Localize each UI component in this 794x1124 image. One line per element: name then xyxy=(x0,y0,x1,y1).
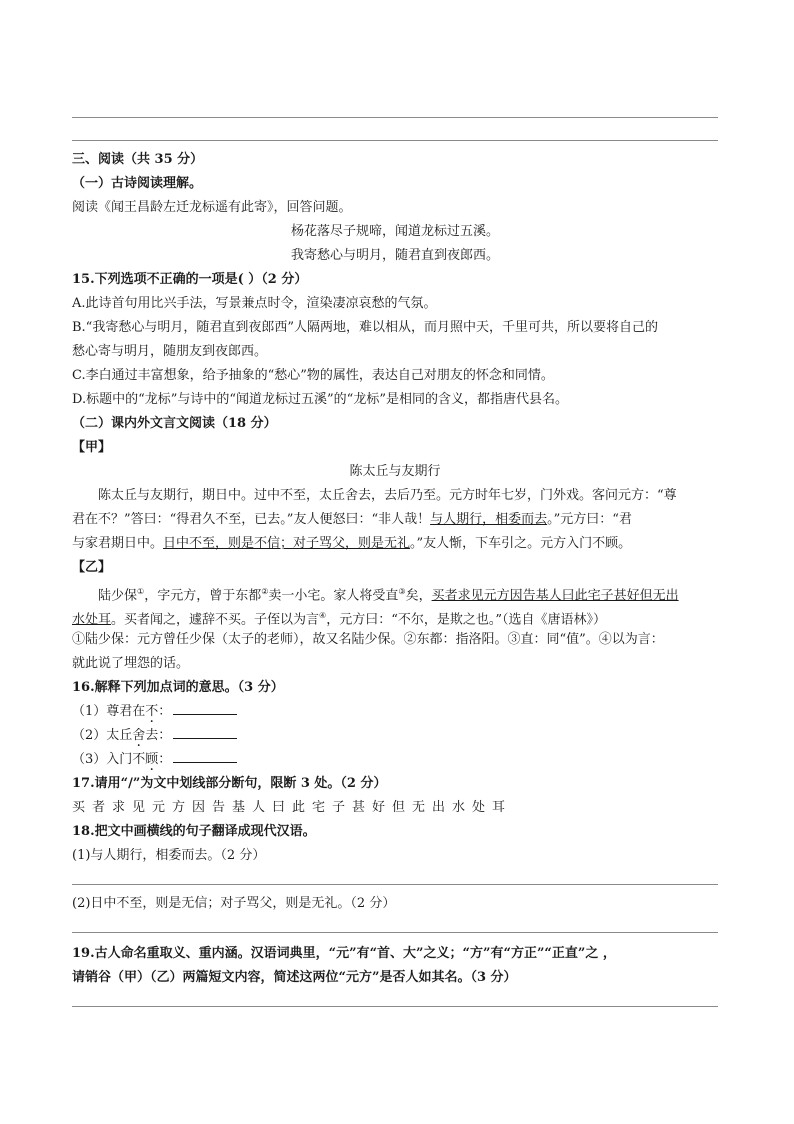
q16-item-1-text: （1）尊君在 xyxy=(72,704,146,719)
q16-answer-blank-3[interactable] xyxy=(173,750,237,763)
q16-item-2 xyxy=(72,726,718,746)
jia-line-1: 陈太丘与友期行，期日中。过中不至，太丘舍去，去后乃至。元方时年七岁，门外戏。客问元方：“尊 xyxy=(98,488,677,503)
q18-stem: 18.把文中画横线的句子翻译成现代汉语。 xyxy=(72,824,316,839)
q16-item-2-colon: 去： xyxy=(145,728,172,743)
q17-text: 买者求见元方因告基人曰此宅子甚好但无出水处耳 xyxy=(72,800,513,815)
q16-item-3-dotted-word: 顾 xyxy=(145,752,159,767)
q15-option-d: D.标题中的“龙标”与诗中的“闻道龙标过五溪”的“龙标”是相同的含义，都指唐代县名。 xyxy=(72,392,568,407)
yi-label: 【乙】 xyxy=(72,560,112,575)
jia-underlined-sentence-1: 与人期行，相委而去 xyxy=(430,512,548,527)
yi-underlined-passage: 买者求见元方因告基人曰此宅子甚好但无出 xyxy=(431,588,679,604)
footnote-line-1: ①陆少保：元方曾任少保（太子的老师），故又名陆少保。②东都：指洛阳。③直：同“值”。④以为言： xyxy=(72,632,664,647)
jia-line-3 xyxy=(72,534,718,554)
q16-answer-blank-2[interactable] xyxy=(173,726,237,739)
footnote-marker-3: ③ xyxy=(398,587,406,596)
jia-underlined-sentence-2: 日中不至，则是不信；对子骂父，则是无礼 xyxy=(163,536,411,551)
yi-underlined-passage-end: 水处耳 xyxy=(72,612,112,628)
q19-line-2: 请销谷（甲）（乙）两篇短文内容，简述这两位“元方”是否人如其名。（3 分） xyxy=(72,970,517,985)
q19-answer-line[interactable] xyxy=(72,1006,718,1007)
q15-option-b-line1: B.“我寄愁心与明月，随君直到夜郎西”人隔两地，难以相从，而月照中天，千里可共，所以要将自己的 xyxy=(72,320,658,335)
jia-label: 【甲】 xyxy=(72,440,112,455)
q16-item-2-text: （2）太丘 xyxy=(72,728,133,743)
yi-line-2 xyxy=(72,606,718,630)
yi-text-2: ，字元方，曾于东都 xyxy=(144,588,262,604)
answer-line-top-2 xyxy=(72,140,718,141)
q15-option-c: C.李白通过丰富想象，给予抽象的“愁心”物的属性，表达自己对朋友的怀念和同情。 xyxy=(72,368,554,383)
yi-text-1: 陆少保 xyxy=(98,588,138,604)
jia-line-3-text-b: 。”友人惭，下车引之。元方入门不顾。 xyxy=(410,536,632,551)
q16-item-2-dotted-word: 舍 xyxy=(132,728,146,743)
q16-item-1-colon: ： xyxy=(158,704,172,719)
jia-line-2-text-b: 。”元方曰：“君 xyxy=(547,512,632,527)
q15-stem: 15.下列选项不正确的一项是( ）（2 分） xyxy=(72,272,308,287)
q16-item-3-text: （3）入门不 xyxy=(72,752,146,767)
yi-text-3: 卖一小宅。家人将受直 xyxy=(268,588,399,604)
part2-title: （二）课内外文言文阅读（18 分） xyxy=(72,416,277,431)
q18-sentence-1: (1)与人期行，相委而去。（2 分） xyxy=(72,848,266,863)
section-title: 三、阅读（共 35 分） xyxy=(72,152,204,167)
jia-line-2 xyxy=(72,510,718,530)
yi-line-1 xyxy=(72,582,718,606)
footnote-marker-2: ② xyxy=(261,587,269,596)
q16-item-1 xyxy=(72,702,718,722)
jia-title: 陈太丘与友期行 xyxy=(349,464,441,479)
q18-answer-line-2[interactable] xyxy=(72,932,718,933)
q16-item-3 xyxy=(72,750,718,770)
q18-sentence-2: (2)日中不至，则是无信；对子骂父，则是无礼。（2 分） xyxy=(72,896,396,911)
yi-text-6: ，元方曰：“不尔，是欺之也。”（选自《唐语林》） xyxy=(326,612,606,628)
part1-intro: 阅读《闻王昌龄左迁龙标遥有此寄》，回答问题。 xyxy=(72,200,352,215)
jia-line-3-text-a: 与家君期日中。 xyxy=(72,536,164,551)
footnote-line-2: 就此说了埋怨的话。 xyxy=(72,656,190,671)
yi-text-5: 。买者闻之，遽辞不买。子侄以为言 xyxy=(111,612,320,628)
poem-line-2: 我寄愁心与明月，随君直到夜郎西。 xyxy=(290,248,499,263)
footnote-marker-1: ① xyxy=(137,587,145,596)
jia-line-2-text-a: 君在不？”答曰：“得君久不至，已去。”友人便怒曰：“非人哉！ xyxy=(72,512,431,527)
q15-option-a: A.此诗首句用比兴手法，写景兼点时令，渲染凄凉哀愁的气氛。 xyxy=(72,296,437,311)
q16-item-3-colon: ： xyxy=(158,752,172,767)
answer-line-top-1 xyxy=(72,117,718,118)
q16-answer-blank-1[interactable] xyxy=(173,702,237,715)
q19-line-1: 19.古人命名重取义、重内涵。汉语词典里，“元”有“首、大”之义；“方”有“方正”“正直”之 ， xyxy=(72,946,616,961)
q18-answer-line-1[interactable] xyxy=(72,884,718,885)
part1-title: （一）古诗阅读理解。 xyxy=(72,176,203,191)
yi-text-4: 矣， xyxy=(405,588,432,604)
q16-stem: 16.解释下列加点词的意思。（3 分） xyxy=(72,680,284,695)
q15-option-b-line2: 愁心寄与明月，随朋友到夜郎西。 xyxy=(72,344,268,359)
poem-line-1: 杨花落尽子规啼，闻道龙标过五溪。 xyxy=(290,224,499,239)
q16-item-1-dotted-word: 不 xyxy=(145,704,159,719)
footnote-marker-4: ④ xyxy=(319,611,327,620)
q17-stem: 17.请用“/”为文中划线部分断句，限断 3 处。（2 分） xyxy=(72,776,387,791)
